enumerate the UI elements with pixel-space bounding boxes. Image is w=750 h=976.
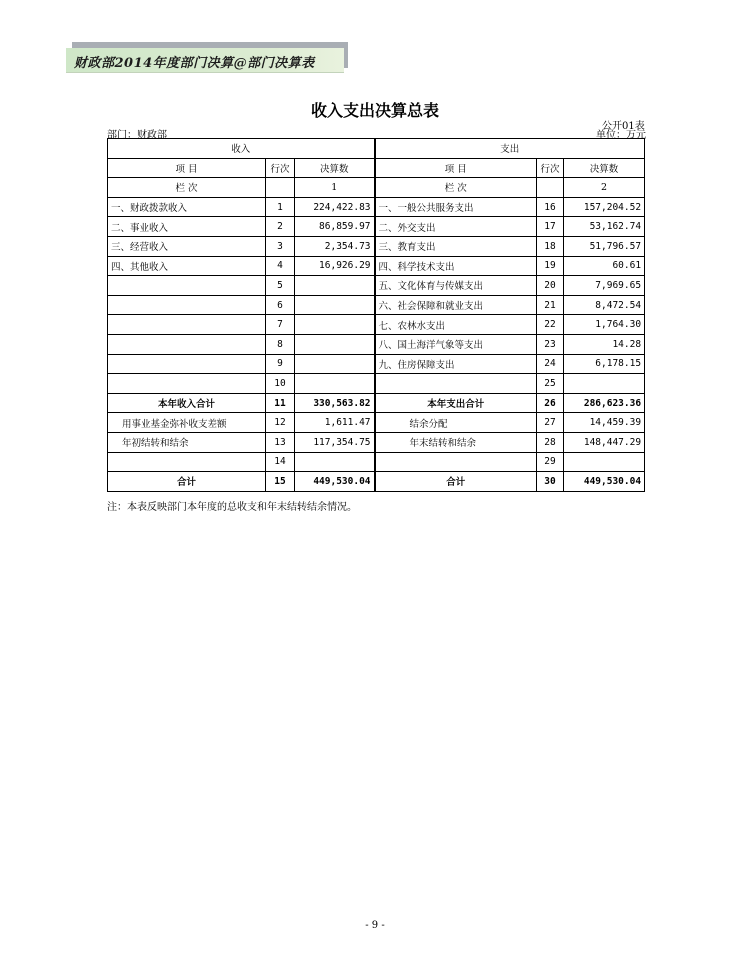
expense-row-number: 27: [537, 413, 564, 433]
expense-item-name: [375, 374, 537, 394]
income-row-number: 11: [266, 393, 295, 413]
income-amount: [295, 374, 375, 394]
expense-item-name: 一、一般公共服务支出: [375, 197, 537, 217]
income-item-name: [108, 315, 266, 335]
banner-text: 财政部2014年度部门决算@部门决算表: [74, 56, 315, 71]
income-amount: [295, 334, 375, 354]
income-row-number: 6: [266, 295, 295, 315]
header-row-sections: [108, 139, 645, 159]
table-row: [108, 354, 645, 374]
expense-item-name: 四、科学技术支出: [375, 256, 537, 276]
income-item-header: 项 目: [108, 158, 266, 178]
income-amount: [295, 295, 375, 315]
expense-item-header: 项 目: [375, 158, 537, 178]
income-item-name: 本年收入合计: [108, 393, 266, 413]
expense-row-number: 16: [537, 197, 564, 217]
unit-label: 单位：万元: [596, 130, 646, 141]
table-row: [108, 217, 645, 237]
table-row: [108, 472, 645, 492]
income-row-number: 15: [266, 472, 295, 492]
expense-row-number: 28: [537, 432, 564, 452]
expense-item-name: 年末结转和结余: [375, 432, 537, 452]
income-amount: 16,926.29: [295, 256, 375, 276]
income-row-number: 13: [266, 432, 295, 452]
expense-item-name: 八、国土海洋气象等支出: [375, 334, 537, 354]
income-column-blank: [266, 178, 295, 198]
income-amount: 224,422.83: [295, 197, 375, 217]
income-item-name: [108, 295, 266, 315]
income-expense-table: [107, 138, 645, 492]
expense-amount: 14.28: [564, 334, 645, 354]
expense-row-number: 30: [537, 472, 564, 492]
income-column-label: 栏 次: [108, 178, 266, 198]
expense-row-number: 26: [537, 393, 564, 413]
table-row: [108, 315, 645, 335]
expense-item-name: 合计: [375, 472, 537, 492]
table-row: [108, 432, 645, 452]
income-amount: [295, 354, 375, 374]
page-number: - 9 -: [365, 920, 385, 931]
expense-amount: 60.61: [564, 256, 645, 276]
income-header: 收入: [108, 139, 375, 159]
income-amount: [295, 452, 375, 472]
table-row: [108, 256, 645, 276]
income-row-number: 10: [266, 374, 295, 394]
header-row-column-index: [108, 178, 645, 198]
expense-column-index: 2: [564, 178, 645, 198]
expense-amount: 7,969.65: [564, 276, 645, 296]
table-row: [108, 452, 645, 472]
income-amount: 117,354.75: [295, 432, 375, 452]
department-label: 部门：财政部: [107, 130, 167, 141]
income-amount: [295, 276, 375, 296]
table-row: [108, 276, 645, 296]
expense-amount: 53,162.74: [564, 217, 645, 237]
expense-item-name: 二、外交支出: [375, 217, 537, 237]
income-row-number: 3: [266, 236, 295, 256]
expense-column-blank: [537, 178, 564, 198]
expense-header: 支出: [375, 139, 645, 159]
table-row: [108, 295, 645, 315]
expense-item-name: 六、社会保障和就业支出: [375, 295, 537, 315]
expense-amount: 157,204.52: [564, 197, 645, 217]
income-item-name: 合计: [108, 472, 266, 492]
income-item-name: [108, 452, 266, 472]
income-item-name: 年初结转和结余: [108, 432, 266, 452]
income-item-name: 一、财政拨款收入: [108, 197, 266, 217]
expense-rowno-header: 行次: [537, 158, 564, 178]
income-row-number: 9: [266, 354, 295, 374]
expense-amount: 6,178.15: [564, 354, 645, 374]
income-item-name: 二、事业收入: [108, 217, 266, 237]
income-row-number: 12: [266, 413, 295, 433]
income-row-number: 4: [266, 256, 295, 276]
expense-row-number: 23: [537, 334, 564, 354]
table-row: [108, 236, 645, 256]
expense-amount: 8,472.54: [564, 295, 645, 315]
income-row-number: 14: [266, 452, 295, 472]
income-item-name: [108, 354, 266, 374]
expense-amount: 148,447.29: [564, 432, 645, 452]
income-amount: 86,859.97: [295, 217, 375, 237]
expense-amount: 51,796.57: [564, 236, 645, 256]
income-amount: 1,611.47: [295, 413, 375, 433]
expense-row-number: 18: [537, 236, 564, 256]
expense-amount: 1,764.30: [564, 315, 645, 335]
income-item-name: 用事业基金弥补收支差额: [108, 413, 266, 433]
expense-row-number: 17: [537, 217, 564, 237]
header-banner: [66, 48, 344, 73]
income-amount: 449,530.04: [295, 472, 375, 492]
table-row: [108, 413, 645, 433]
expense-amount: [564, 452, 645, 472]
expense-item-name: 结余分配: [375, 413, 537, 433]
expense-item-name: 九、住房保障支出: [375, 354, 537, 374]
table-row: [108, 334, 645, 354]
income-amount: 2,354.73: [295, 236, 375, 256]
page-title: 收入支出决算总表: [310, 101, 439, 120]
income-amount: [295, 315, 375, 335]
income-item-name: 四、其他收入: [108, 256, 266, 276]
expense-amount: [564, 374, 645, 394]
income-amount-header: 决算数: [295, 158, 375, 178]
expense-amount-header: 决算数: [564, 158, 645, 178]
expense-row-number: 22: [537, 315, 564, 335]
header-row-columns: [108, 158, 645, 178]
income-row-number: 1: [266, 197, 295, 217]
expense-amount: 14,459.39: [564, 413, 645, 433]
expense-row-number: 25: [537, 374, 564, 394]
income-row-number: 5: [266, 276, 295, 296]
expense-row-number: 21: [537, 295, 564, 315]
expense-item-name: 七、农林水支出: [375, 315, 537, 335]
expense-amount: 449,530.04: [564, 472, 645, 492]
income-row-number: 8: [266, 334, 295, 354]
expense-column-label: 栏 次: [375, 178, 537, 198]
income-item-name: [108, 276, 266, 296]
expense-item-name: 本年支出合计: [375, 393, 537, 413]
expense-row-number: 19: [537, 256, 564, 276]
income-amount: 330,563.82: [295, 393, 375, 413]
income-item-name: 三、经营收入: [108, 236, 266, 256]
table-row: [108, 374, 645, 394]
income-item-name: [108, 374, 266, 394]
expense-amount: 286,623.36: [564, 393, 645, 413]
footnote: 注：本表反映部门本年度的总收支和年末结转结余情况。: [107, 502, 357, 513]
expense-item-name: [375, 452, 537, 472]
income-column-index: 1: [295, 178, 375, 198]
expense-item-name: 三、教育支出: [375, 236, 537, 256]
income-item-name: [108, 334, 266, 354]
table-row: [108, 197, 645, 217]
income-rowno-header: 行次: [266, 158, 295, 178]
expense-row-number: 29: [537, 452, 564, 472]
income-row-number: 7: [266, 315, 295, 335]
expense-row-number: 24: [537, 354, 564, 374]
form-code: 公开01表: [602, 121, 645, 132]
expense-row-number: 20: [537, 276, 564, 296]
table-row: [108, 393, 645, 413]
income-row-number: 2: [266, 217, 295, 237]
expense-item-name: 五、文化体育与传媒支出: [375, 276, 537, 296]
